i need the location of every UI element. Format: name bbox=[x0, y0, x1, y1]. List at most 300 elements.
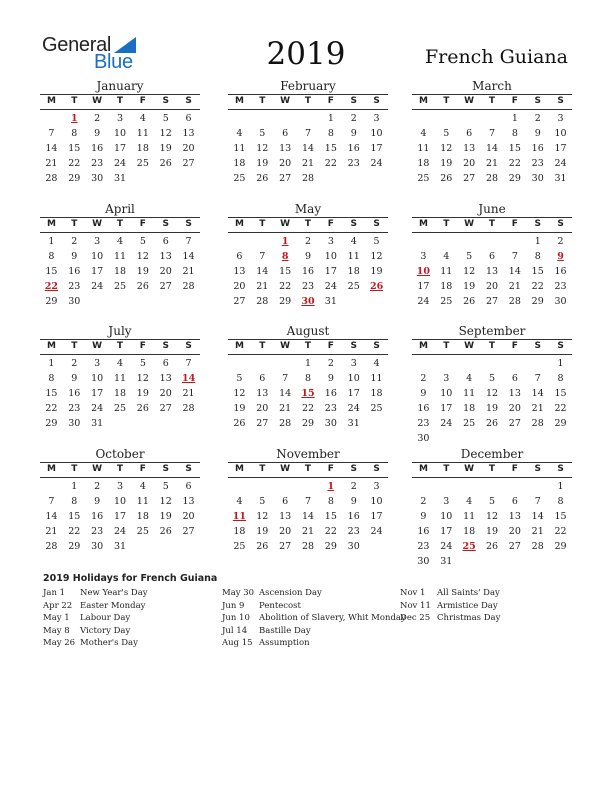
day-grid bbox=[412, 111, 572, 186]
calendar-day: 19 bbox=[256, 158, 269, 169]
month-september bbox=[412, 324, 572, 446]
holiday-name: Pentecost bbox=[259, 600, 301, 611]
calendar-day: 26 bbox=[256, 541, 269, 552]
calendar-day: 25 bbox=[440, 296, 453, 307]
weekday-label: F bbox=[511, 341, 518, 351]
holiday-name: Labour Day bbox=[80, 613, 131, 623]
holiday-day: 25 bbox=[462, 541, 476, 552]
holiday-day: 15 bbox=[301, 388, 315, 399]
calendar-day: 12 bbox=[463, 266, 476, 277]
holiday-day: 9 bbox=[557, 251, 564, 262]
calendar-day: 22 bbox=[45, 403, 58, 414]
holiday-date: Aug 15 bbox=[222, 638, 253, 648]
calendar-day: 29 bbox=[45, 296, 58, 307]
calendar-day: 12 bbox=[485, 388, 499, 399]
calendar-day: 4 bbox=[116, 236, 124, 247]
calendar-day: 24 bbox=[440, 418, 453, 429]
holiday-name: Armistice Day bbox=[437, 600, 498, 611]
calendar-day: 19 bbox=[136, 388, 149, 399]
month-february bbox=[228, 79, 388, 186]
weekday-label: M bbox=[418, 219, 428, 229]
calendar-day: 29 bbox=[301, 418, 315, 429]
calendar-day: 31 bbox=[440, 556, 453, 567]
calendar-day: 15 bbox=[45, 266, 58, 277]
weekday-label: F bbox=[327, 341, 334, 351]
holiday-date: Nov 11 bbox=[400, 600, 431, 611]
calendar-day: 30 bbox=[417, 433, 430, 444]
weekday-label: T bbox=[304, 96, 312, 106]
calendar-day: 31 bbox=[91, 418, 104, 429]
calendar-day: 27 bbox=[182, 158, 195, 169]
calendar-day: 13 bbox=[159, 251, 172, 262]
calendar-day: 27 bbox=[159, 281, 172, 292]
calendar-day: 26 bbox=[159, 526, 172, 537]
calendar-day: 19 bbox=[159, 143, 172, 154]
calendar-day: 22 bbox=[324, 526, 337, 537]
empty-day bbox=[458, 479, 481, 494]
calendar-day: 25 bbox=[136, 526, 149, 537]
weekday-header bbox=[228, 339, 388, 355]
calendar-day: 3 bbox=[373, 481, 380, 492]
calendar-day: 6 bbox=[466, 128, 473, 139]
calendar-day: 9 bbox=[71, 251, 78, 262]
calendar-day: 5 bbox=[466, 251, 473, 262]
calendar-day: 13 bbox=[182, 496, 195, 507]
empty-day bbox=[297, 111, 320, 126]
holiday-day: 1 bbox=[281, 236, 289, 247]
holiday-item bbox=[400, 612, 500, 625]
calendar-day: 13 bbox=[279, 511, 292, 522]
calendar-day: 23 bbox=[324, 403, 337, 414]
calendar-day: 10 bbox=[370, 496, 383, 507]
calendar-day: 3 bbox=[350, 358, 357, 369]
calendar-day: 21 bbox=[182, 266, 195, 277]
holiday-day: 10 bbox=[416, 266, 431, 277]
calendar-day: 7 bbox=[511, 251, 518, 262]
weekday-label: F bbox=[327, 464, 334, 474]
calendar-day: 10 bbox=[554, 128, 567, 139]
empty-day bbox=[228, 356, 251, 371]
weekday-label: T bbox=[71, 464, 78, 474]
calendar-day: 8 bbox=[48, 251, 55, 262]
month-october bbox=[40, 447, 200, 554]
calendar-day: 4 bbox=[466, 496, 473, 507]
calendar-day: 18 bbox=[463, 403, 476, 414]
calendar-day: 19 bbox=[463, 281, 476, 292]
empty-day bbox=[412, 479, 435, 494]
calendar-day: 2 bbox=[350, 113, 357, 124]
month-july bbox=[40, 324, 200, 431]
month-title: January bbox=[96, 79, 144, 93]
weekday-label: S bbox=[350, 96, 357, 106]
calendar-day: 23 bbox=[68, 281, 81, 292]
calendar-day: 26 bbox=[485, 418, 499, 429]
calendar-day: 21 bbox=[531, 403, 544, 414]
month-june bbox=[412, 202, 572, 309]
calendar-day: 9 bbox=[94, 128, 101, 139]
weekday-label: W bbox=[92, 464, 103, 474]
calendar-day: 12 bbox=[136, 251, 149, 262]
calendar-day: 15 bbox=[554, 388, 567, 399]
calendar-day: 25 bbox=[347, 281, 360, 292]
calendar-day: 16 bbox=[68, 266, 81, 277]
calendar-day: 30 bbox=[417, 556, 430, 567]
holiday-column bbox=[43, 587, 148, 650]
calendar-day: 11 bbox=[370, 373, 383, 384]
empty-day bbox=[228, 111, 251, 126]
holiday-date: May 30 bbox=[222, 588, 255, 598]
weekday-label: F bbox=[139, 96, 146, 106]
weekday-label: S bbox=[534, 96, 541, 106]
calendar-day: 18 bbox=[136, 511, 149, 522]
calendar-day: 19 bbox=[233, 403, 246, 414]
calendar-day: 22 bbox=[554, 403, 567, 414]
empty-day bbox=[458, 356, 481, 371]
calendar-day: 12 bbox=[370, 251, 383, 262]
holiday-date: May 8 bbox=[43, 625, 70, 636]
calendar-day: 21 bbox=[508, 281, 521, 292]
day-grid bbox=[40, 356, 200, 431]
empty-day bbox=[251, 111, 274, 126]
calendar-day: 4 bbox=[139, 113, 146, 124]
holiday-day: 1 bbox=[70, 113, 78, 124]
day-grid bbox=[412, 234, 572, 309]
holiday-day: 14 bbox=[181, 373, 196, 384]
holiday-day: 22 bbox=[44, 281, 59, 292]
calendar-day: 27 bbox=[463, 173, 476, 184]
weekday-label: W bbox=[464, 464, 475, 474]
day-grid bbox=[228, 479, 388, 554]
calendar-day: 18 bbox=[347, 266, 360, 277]
calendar-day: 6 bbox=[162, 358, 169, 369]
weekday-header bbox=[228, 462, 388, 478]
calendar-day: 1 bbox=[71, 481, 78, 492]
weekday-label: T bbox=[443, 96, 450, 106]
calendar-day: 25 bbox=[113, 281, 127, 292]
calendar-day: 18 bbox=[440, 281, 453, 292]
holiday-name: All Saints' Day bbox=[437, 588, 500, 598]
calendar-day: 20 bbox=[182, 511, 195, 522]
calendar-day: 30 bbox=[68, 418, 81, 429]
weekday-label: S bbox=[557, 219, 564, 229]
month-title: November bbox=[276, 447, 340, 461]
calendar-day: 26 bbox=[485, 541, 499, 552]
weekday-label: W bbox=[280, 341, 291, 351]
calendar-day: 5 bbox=[259, 496, 266, 507]
calendar-day: 1 bbox=[534, 236, 541, 247]
calendar-day: 28 bbox=[485, 173, 499, 184]
holiday-name: Abolition of Slavery, Whit Monday bbox=[259, 613, 406, 623]
weekday-label: S bbox=[185, 219, 192, 229]
calendar-day: 21 bbox=[279, 403, 292, 414]
holiday-name: Mother's Day bbox=[80, 638, 138, 648]
calendar-day: 17 bbox=[347, 388, 360, 399]
weekday-label: S bbox=[557, 341, 564, 351]
calendar-day: 7 bbox=[48, 496, 55, 507]
holiday-name: Christmas Day bbox=[437, 613, 501, 623]
calendar-day: 15 bbox=[279, 266, 292, 277]
calendar-day: 26 bbox=[233, 418, 246, 429]
calendar-day: 13 bbox=[233, 266, 246, 277]
calendar-day: 16 bbox=[91, 511, 104, 522]
weekday-header bbox=[228, 94, 388, 110]
calendar-day: 1 bbox=[557, 358, 564, 369]
day-grid bbox=[40, 111, 200, 186]
calendar-day: 6 bbox=[511, 373, 518, 384]
calendar-day: 20 bbox=[279, 158, 292, 169]
calendar-day: 31 bbox=[324, 296, 337, 307]
calendar-day: 6 bbox=[162, 236, 169, 247]
calendar-day: 12 bbox=[159, 496, 172, 507]
calendar-day: 7 bbox=[259, 251, 266, 262]
weekday-label: S bbox=[534, 341, 541, 351]
holiday-date: Apr 22 bbox=[43, 600, 73, 611]
month-august bbox=[228, 324, 388, 431]
empty-day bbox=[435, 479, 458, 494]
holiday-item bbox=[43, 637, 148, 650]
empty-day bbox=[458, 111, 481, 126]
calendar-day: 23 bbox=[301, 281, 315, 292]
calendar-day: 21 bbox=[45, 158, 58, 169]
weekday-label: M bbox=[418, 464, 428, 474]
calendar-day: 4 bbox=[420, 128, 427, 139]
calendar-day: 10 bbox=[440, 511, 453, 522]
weekday-label: W bbox=[280, 219, 291, 229]
calendar-day: 3 bbox=[443, 496, 450, 507]
holiday-date: May 26 bbox=[43, 638, 76, 648]
calendar-day: 13 bbox=[508, 388, 521, 399]
weekday-label: S bbox=[162, 219, 169, 229]
calendar-day: 28 bbox=[182, 403, 195, 414]
calendar-day: 3 bbox=[94, 236, 101, 247]
calendar-day: 26 bbox=[136, 403, 149, 414]
empty-day bbox=[251, 234, 274, 249]
calendar-day: 11 bbox=[113, 373, 127, 384]
calendar-day: 12 bbox=[440, 143, 453, 154]
weekday-label: W bbox=[92, 341, 103, 351]
calendar-day: 8 bbox=[511, 128, 518, 139]
calendar-day: 23 bbox=[68, 403, 81, 414]
calendar-day: 8 bbox=[71, 128, 78, 139]
empty-day bbox=[435, 356, 458, 371]
month-title: October bbox=[95, 447, 145, 461]
calendar-day: 6 bbox=[185, 113, 192, 124]
calendar-day: 10 bbox=[370, 128, 383, 139]
calendar-day: 28 bbox=[279, 418, 292, 429]
calendar-day: 28 bbox=[531, 418, 544, 429]
calendar-day: 17 bbox=[370, 511, 383, 522]
calendar-day: 15 bbox=[508, 143, 521, 154]
weekday-label: S bbox=[557, 464, 564, 474]
calendar-day: 25 bbox=[136, 158, 149, 169]
calendar-day: 15 bbox=[554, 511, 567, 522]
calendar-day: 19 bbox=[440, 158, 453, 169]
calendar-day: 30 bbox=[91, 541, 104, 552]
calendar-day: 20 bbox=[463, 158, 476, 169]
holiday-name: Bastille Day bbox=[259, 625, 311, 636]
calendar-day: 23 bbox=[91, 526, 104, 537]
weekday-label: S bbox=[350, 341, 357, 351]
calendar-day: 4 bbox=[236, 496, 243, 507]
calendar-day: 16 bbox=[301, 266, 315, 277]
weekday-label: M bbox=[418, 96, 428, 106]
calendar-day: 3 bbox=[443, 373, 450, 384]
month-title: May bbox=[294, 202, 322, 216]
calendar-day: 18 bbox=[463, 526, 476, 537]
calendar-day: 7 bbox=[185, 358, 192, 369]
weekday-label: T bbox=[488, 219, 496, 229]
calendar-day: 1 bbox=[48, 358, 55, 369]
calendar-day: 8 bbox=[304, 373, 312, 384]
calendar-day: 8 bbox=[327, 496, 334, 507]
calendar-day: 17 bbox=[91, 266, 104, 277]
weekday-label: T bbox=[116, 464, 124, 474]
calendar-day: 9 bbox=[94, 496, 101, 507]
weekday-label: F bbox=[511, 219, 518, 229]
calendar-day: 14 bbox=[256, 266, 269, 277]
calendar-day: 2 bbox=[557, 236, 564, 247]
calendar-day: 30 bbox=[531, 173, 544, 184]
calendar-day: 21 bbox=[45, 526, 58, 537]
weekday-label: T bbox=[488, 341, 496, 351]
calendar-day: 19 bbox=[485, 526, 499, 537]
calendar-day: 17 bbox=[440, 526, 453, 537]
weekday-label: T bbox=[259, 219, 266, 229]
calendar-day: 10 bbox=[324, 251, 337, 262]
calendar-day: 9 bbox=[534, 128, 541, 139]
empty-day bbox=[503, 356, 526, 371]
calendar-day: 5 bbox=[259, 128, 266, 139]
calendar-day: 31 bbox=[113, 173, 127, 184]
weekday-label: S bbox=[162, 464, 169, 474]
calendar-day: 19 bbox=[370, 266, 383, 277]
weekday-label: W bbox=[464, 219, 475, 229]
calendar-day: 29 bbox=[68, 541, 81, 552]
calendar-day: 22 bbox=[531, 281, 544, 292]
holiday-day: 26 bbox=[369, 281, 384, 292]
weekday-label: S bbox=[557, 96, 564, 106]
weekday-label: S bbox=[373, 464, 380, 474]
calendar-day: 14 bbox=[301, 511, 315, 522]
weekday-label: W bbox=[464, 96, 475, 106]
calendar-day: 12 bbox=[233, 388, 246, 399]
calendar-day: 6 bbox=[488, 251, 496, 262]
calendar-day: 7 bbox=[304, 496, 312, 507]
holidays-title: 2019 Holidays for French Guiana bbox=[43, 573, 218, 584]
calendar-day: 23 bbox=[417, 541, 430, 552]
calendar-day: 7 bbox=[488, 128, 496, 139]
calendar-day: 10 bbox=[91, 373, 104, 384]
calendar-day: 12 bbox=[256, 143, 269, 154]
calendar-day: 11 bbox=[136, 496, 149, 507]
calendar-day: 27 bbox=[279, 173, 292, 184]
calendar-day: 25 bbox=[463, 418, 476, 429]
calendar-day: 18 bbox=[233, 158, 246, 169]
weekday-label: M bbox=[46, 464, 56, 474]
calendar-day: 6 bbox=[259, 373, 266, 384]
calendar-day: 18 bbox=[417, 158, 430, 169]
calendar-day: 14 bbox=[45, 143, 58, 154]
calendar-day: 5 bbox=[162, 481, 169, 492]
holiday-day: 11 bbox=[232, 511, 247, 522]
calendar-day: 14 bbox=[182, 251, 195, 262]
calendar-day: 7 bbox=[48, 128, 55, 139]
calendar-day: 3 bbox=[94, 358, 101, 369]
calendar-day: 9 bbox=[350, 128, 357, 139]
calendar-day: 31 bbox=[347, 418, 360, 429]
weekday-header bbox=[40, 94, 200, 110]
calendar-day: 4 bbox=[350, 236, 357, 247]
calendar-day: 2 bbox=[94, 113, 101, 124]
calendar-day: 22 bbox=[508, 158, 521, 169]
calendar-day: 14 bbox=[45, 511, 58, 522]
holiday-item bbox=[43, 587, 148, 600]
month-december bbox=[412, 447, 572, 569]
calendar-day: 22 bbox=[68, 526, 81, 537]
weekday-label: T bbox=[488, 464, 496, 474]
calendar-day: 20 bbox=[279, 526, 292, 537]
calendar-day: 12 bbox=[256, 511, 269, 522]
calendar-day: 11 bbox=[113, 251, 127, 262]
weekday-label: T bbox=[259, 341, 266, 351]
calendar-day: 9 bbox=[420, 511, 427, 522]
calendar-day: 20 bbox=[159, 388, 172, 399]
calendar-day: 29 bbox=[531, 296, 544, 307]
holiday-item bbox=[222, 625, 406, 638]
weekday-label: T bbox=[443, 341, 450, 351]
calendar-day: 19 bbox=[485, 403, 499, 414]
day-grid bbox=[228, 234, 388, 309]
calendar-day: 14 bbox=[531, 388, 544, 399]
weekday-label: S bbox=[185, 464, 192, 474]
calendar-day: 29 bbox=[554, 418, 567, 429]
calendar-day: 21 bbox=[301, 526, 315, 537]
calendar-day: 2 bbox=[71, 236, 78, 247]
calendar-day: 23 bbox=[417, 418, 430, 429]
calendar-day: 25 bbox=[233, 541, 246, 552]
calendar-day: 30 bbox=[347, 541, 360, 552]
holiday-day: 30 bbox=[301, 296, 315, 307]
calendar-day: 9 bbox=[71, 373, 78, 384]
calendar-day: 30 bbox=[554, 296, 567, 307]
holiday-date: Jul 14 bbox=[222, 625, 248, 636]
calendar-day: 10 bbox=[347, 373, 360, 384]
calendar-day: 3 bbox=[557, 113, 564, 124]
calendar-day: 15 bbox=[68, 143, 81, 154]
weekday-label: S bbox=[534, 464, 541, 474]
calendar-day: 13 bbox=[159, 373, 172, 384]
calendar-day: 16 bbox=[91, 143, 104, 154]
calendar-day: 27 bbox=[233, 296, 246, 307]
empty-day bbox=[481, 356, 504, 371]
calendar-day: 7 bbox=[304, 128, 312, 139]
calendar-day: 25 bbox=[233, 173, 246, 184]
calendar-day: 17 bbox=[554, 143, 567, 154]
weekday-label: F bbox=[327, 96, 334, 106]
holiday-day: 8 bbox=[281, 251, 289, 262]
calendar-day: 8 bbox=[534, 251, 541, 262]
calendar-day: 2 bbox=[327, 358, 334, 369]
empty-day bbox=[481, 234, 504, 249]
calendar-day: 20 bbox=[485, 281, 499, 292]
calendar-day: 12 bbox=[159, 128, 172, 139]
holiday-item bbox=[222, 637, 406, 650]
weekday-label: M bbox=[46, 219, 56, 229]
month-title: September bbox=[458, 324, 526, 338]
calendar-day: 11 bbox=[440, 266, 453, 277]
calendar-day: 16 bbox=[554, 266, 567, 277]
calendar-day: 24 bbox=[370, 158, 383, 169]
